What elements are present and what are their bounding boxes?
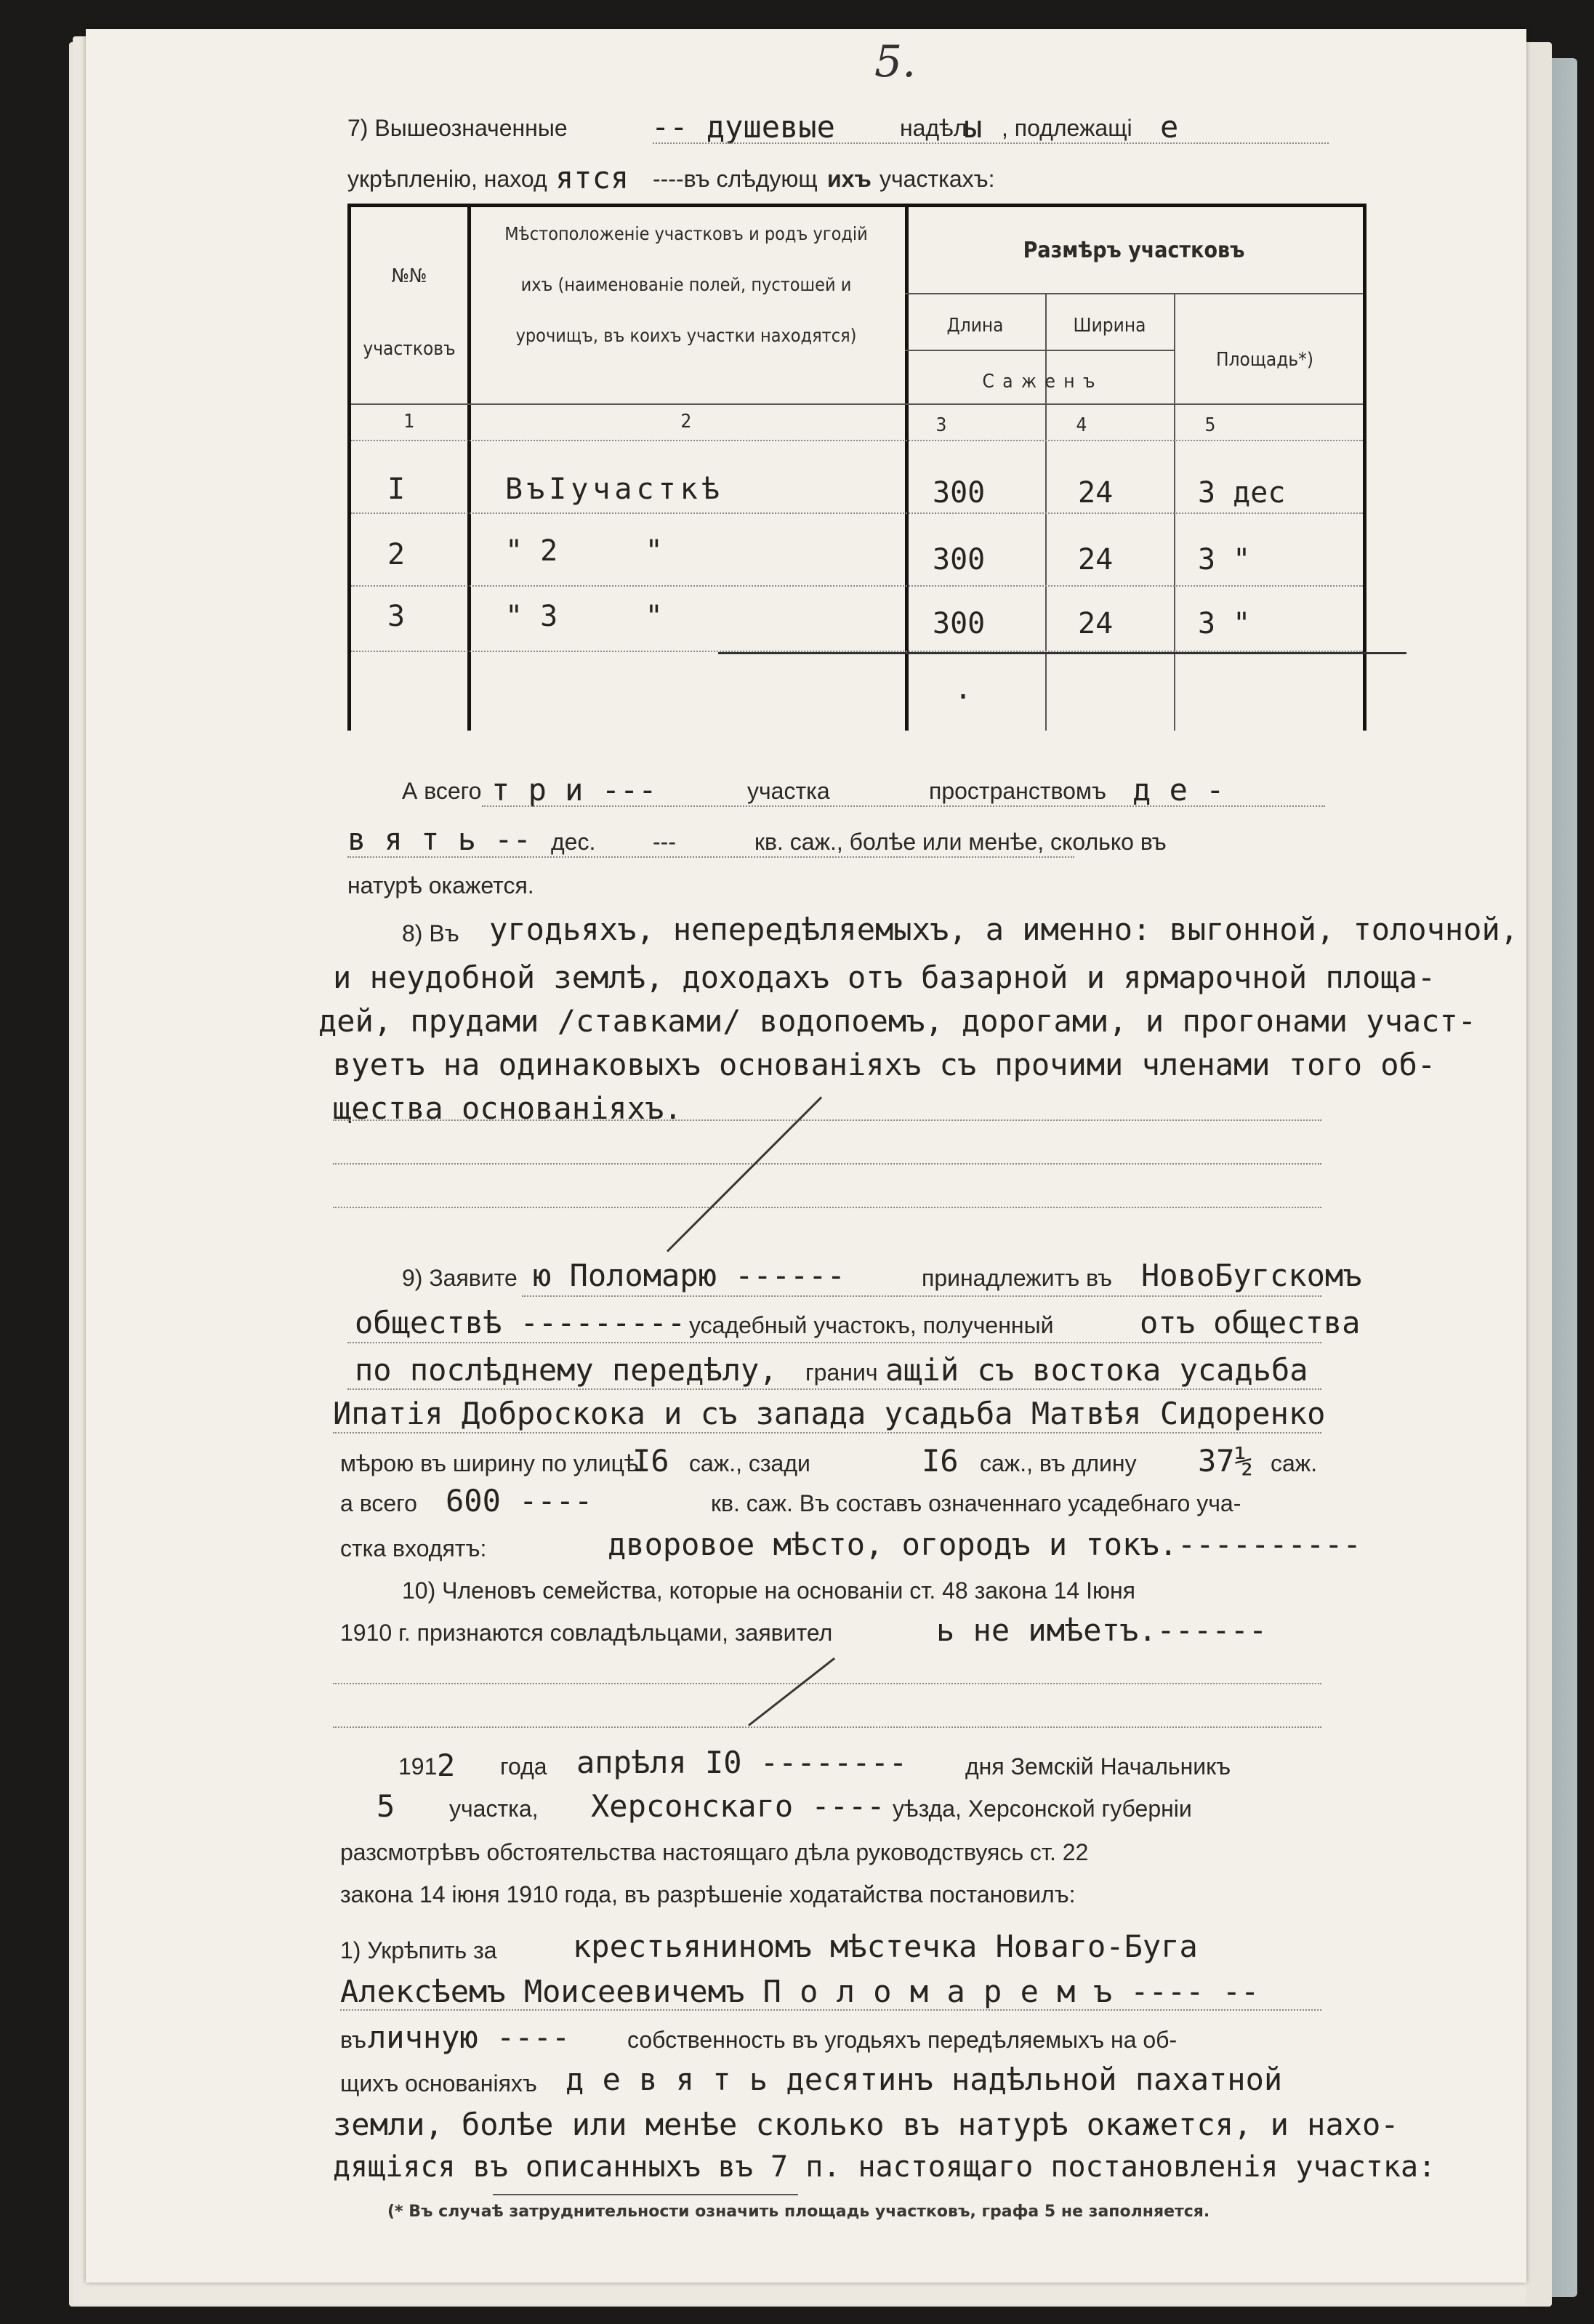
decision-fill: крестьяниномъ мѣстечка Новаго-Буга xyxy=(573,1929,1198,1964)
para9-fill: по послѣднему передѣлу, xyxy=(355,1352,778,1388)
total-fill: д е - xyxy=(1132,772,1225,808)
row-length: 300 xyxy=(933,543,986,576)
decision-text: закона 14 іюня 1910 года, въ разрѣшеніе ходатайства постановилъ: xyxy=(340,1881,1076,1907)
para8-line: вуетъ на одинаковыхъ основаніяхъ съ прочими членами того об- xyxy=(333,1047,1436,1082)
para8-line: щества основаніяхъ. xyxy=(333,1090,683,1126)
total-fill: т р и --- xyxy=(491,772,657,808)
header-number: №№ xyxy=(391,265,427,287)
row-length: 300 xyxy=(933,607,986,640)
table-rule xyxy=(351,512,1363,514)
para7-line2-text: участкахъ: xyxy=(879,166,995,192)
decision-text: года xyxy=(500,1753,547,1780)
para7-line1-fill: е xyxy=(1160,109,1179,145)
para9-text: а всего xyxy=(340,1490,417,1516)
para9-fill: НовоБугскомъ xyxy=(1141,1258,1362,1293)
para9-fill: дворовое мѣсто, огородъ и токъ.---------- xyxy=(608,1527,1361,1562)
column-number: 2 xyxy=(680,411,692,433)
decision-fill: дящіяся въ описанныхъ въ 7 п. настоящаго постановленія участка: xyxy=(333,2150,1436,2184)
para10-text: 10) Членовъ семейства, которые на основаніи ст. 48 закона 14 Іюня xyxy=(402,1577,1135,1604)
row-area: 3 " xyxy=(1198,607,1251,640)
para7-line2-text: ----въ слѣдующ xyxy=(653,166,818,192)
dotted-line xyxy=(333,1432,1321,1434)
cancel-stroke xyxy=(748,1657,835,1726)
para9-text: саж., сзади xyxy=(689,1450,810,1476)
total-fill: в я т ь -- xyxy=(347,821,531,857)
decision-text: разсмотрѣвъ обстоятельства настоящаго дѣла руководствуясь ст. 22 xyxy=(340,1839,1089,1865)
decision-text: участка, xyxy=(449,1796,539,1822)
para8-line: угодьяхъ, непередѣляемыхъ, а именно: выгонной, толочной, xyxy=(489,912,1519,947)
document-page xyxy=(86,29,1526,2283)
para7-line2-text: укрѣпленію, наход xyxy=(347,166,547,192)
row-width: 24 xyxy=(1078,476,1114,510)
total-text: дес. xyxy=(551,829,596,855)
para8-text: 8) Въ xyxy=(402,920,459,946)
column-number: 4 xyxy=(1076,414,1087,436)
footnote-rule xyxy=(493,2194,798,2195)
decision-text: въ xyxy=(340,2027,366,2053)
row-number: 3 xyxy=(387,600,406,633)
decision-text: щихъ основаніяхъ xyxy=(340,2070,537,2096)
table-rule xyxy=(351,403,1363,405)
header-area: Площадь*) xyxy=(1215,349,1313,371)
para9-text: саж., въ длину xyxy=(980,1450,1137,1476)
total-text: пространствомъ xyxy=(929,778,1106,804)
para8-line: и неудобной землѣ, доходахъ отъ базарной и ярмарочной площа- xyxy=(333,960,1436,995)
decision-fill: Херсонскаго ---- xyxy=(591,1788,885,1824)
para9-fill: обществѣ --------- xyxy=(355,1305,686,1340)
header-location: Мѣстоположеніе участковъ и родъ угодій xyxy=(504,223,868,244)
dotted-line xyxy=(333,1119,1321,1121)
header-unit: С а ж е н ъ xyxy=(982,371,1097,393)
table-rule xyxy=(351,585,1363,587)
row-area: 3 " xyxy=(1198,543,1251,576)
row-number: I xyxy=(387,473,406,506)
dotted-line xyxy=(333,1163,1321,1165)
para9-fill: отъ общества xyxy=(1140,1305,1361,1340)
footnote: (* Въ случаѣ затруднительности означить площадь участковъ, графа 5 не заполняется. xyxy=(387,2203,1210,2221)
row-length: 300 xyxy=(933,476,986,510)
row-number: 2 xyxy=(387,538,406,571)
para9-fill: ю Поломарю ------ xyxy=(533,1258,845,1293)
dotted-line xyxy=(333,1683,1321,1684)
row-location: ВъIучасткѣ xyxy=(505,473,724,506)
dotted-line xyxy=(653,142,1329,144)
decision-text: уѣзда, Херсонской губерніи xyxy=(893,1796,1192,1822)
row-area: 3 дес xyxy=(1198,476,1286,510)
decision-fill: 5 xyxy=(377,1788,395,1824)
para7-line1-text: , подлежащі xyxy=(1002,115,1132,141)
page-number: 5. xyxy=(874,36,917,87)
table-rule xyxy=(718,652,1406,654)
para9-fill: 37½ xyxy=(1198,1443,1253,1479)
para9-text: принадлежитъ въ xyxy=(922,1265,1113,1291)
dotted-line xyxy=(333,1726,1321,1728)
header-location: ихъ (наименованіе полей, пустошей и xyxy=(520,274,852,295)
header-number: участковъ xyxy=(363,338,456,360)
para7-line1-text: 7) Вышеозначенные xyxy=(347,115,568,141)
table-rule xyxy=(905,350,1174,351)
para9-fill: I6 xyxy=(632,1443,669,1479)
decision-text: собственность въ угодьяхъ передѣляемыхъ на об- xyxy=(627,2027,1178,2053)
total-text: натурѣ окажется. xyxy=(347,872,534,898)
decision-text: дня Земскій Начальникъ xyxy=(965,1753,1231,1780)
para7-line2-fill: ятся xyxy=(555,160,629,196)
total-text: --- xyxy=(653,829,676,855)
total-text: А всего xyxy=(402,778,482,804)
decision-fill: личную ---- xyxy=(368,2019,571,2055)
header-location: урочищъ, въ коихъ участки находятся) xyxy=(515,325,857,346)
column-number: 5 xyxy=(1204,414,1216,436)
header-size: Размѣръ участковъ xyxy=(1023,238,1245,263)
decision-fill: д е в я т ь десятинъ надѣльной пахатной xyxy=(565,2062,1283,2097)
decision-fill: апрѣля I0 -------- xyxy=(576,1745,908,1780)
decision-text: 1) Укрѣпить за xyxy=(340,1937,497,1963)
para9-text: стка входятъ: xyxy=(340,1535,487,1561)
para9-fill: ащій съ востока усадьба xyxy=(885,1352,1308,1388)
para10-fill: ь не имѣетъ.------ xyxy=(936,1612,1268,1648)
para9-text: саж. xyxy=(1271,1450,1318,1476)
row-width: 24 xyxy=(1078,543,1114,576)
table-rule xyxy=(905,293,1363,294)
para7-line1-fill: -- душевые xyxy=(651,109,835,145)
para9-text: кв. саж. Въ составъ означеннаго усадебнаго уча- xyxy=(711,1490,1241,1516)
plots-table xyxy=(347,204,1366,731)
row-width: 24 xyxy=(1078,607,1114,640)
stray-mark: . xyxy=(954,672,973,706)
dotted-line xyxy=(347,1388,1321,1390)
dotted-line xyxy=(482,805,1325,807)
para9-fill: Ипатія Доброскока и съ запада усадьба Матвѣя Сидоренко xyxy=(333,1396,1326,1431)
para9-fill: 600 ---- xyxy=(446,1483,593,1519)
dotted-line xyxy=(347,856,1074,858)
para9-text: гранич xyxy=(805,1359,878,1386)
decision-text: 191 xyxy=(398,1753,438,1780)
para9-text: 9) Заявите xyxy=(402,1265,518,1291)
decision-fill: Алексѣемъ Моисеевичемъ П о л о м а р е м ъ ---- -- xyxy=(340,1974,1260,2009)
para8-line: дей, прудами /ставками/ водопоемъ, дорогами, и прогонами участ- xyxy=(318,1003,1477,1039)
header-width: Ширина xyxy=(1073,315,1146,337)
para7-line1-text: надѣл xyxy=(900,115,967,141)
decision-fill: 2 xyxy=(437,1748,456,1783)
para10-text: 1910 г. признаются совладѣльцами, заявител xyxy=(340,1620,833,1646)
dotted-line xyxy=(522,1295,1321,1297)
para9-text: усадебный участокъ, полученный xyxy=(689,1312,1054,1338)
para9-text: мѣрою въ ширину по улицѣ xyxy=(340,1450,639,1476)
para9-fill: I6 xyxy=(922,1443,959,1479)
decision-fill: земли, болѣе или менѣе сколько въ натурѣ окажется, и нахо- xyxy=(333,2107,1399,2142)
total-text: кв. саж., болѣе или менѣе, сколько въ xyxy=(754,829,1167,855)
dotted-line xyxy=(347,1342,1321,1343)
para7-line1-fill: ы xyxy=(964,109,983,145)
row-location: " 3 " xyxy=(505,600,663,633)
para7-line2-text: ихъ xyxy=(827,166,872,192)
column-number: 1 xyxy=(403,411,415,433)
dotted-line xyxy=(340,2009,1321,2011)
header-length: Длина xyxy=(946,315,1004,337)
column-number: 3 xyxy=(935,414,947,436)
row-location: " 2 " xyxy=(505,534,663,568)
total-text: участка xyxy=(747,778,830,804)
dotted-line xyxy=(333,1207,1321,1208)
table-rule xyxy=(351,440,1363,441)
